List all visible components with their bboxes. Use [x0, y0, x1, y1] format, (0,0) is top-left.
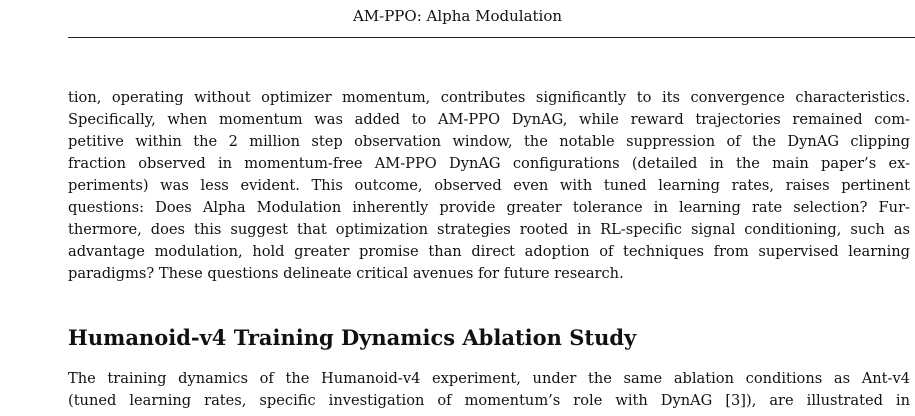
body-paragraph [68, 87, 910, 285]
text-line: Specifically, when momentum was added to AM-PPO DynAG, while reward trajectories remained com- [68, 111, 910, 128]
text-line: advantage modulation, hold greater promise than direct adoption of techniques from supervised learning [68, 243, 910, 260]
text-line: The training dynamics of the Humanoid-v4 experiment, under the same ablation conditions as Ant-v4 [68, 370, 910, 387]
text-line: periments) was less evident. This outcome, observed even with tuned learning rates, raises pertinent [68, 177, 910, 194]
text-line: (tuned learning rates, specific investigation of momentum’s role with DynAG [3]), are illustrated in [68, 392, 910, 409]
body-paragraph [68, 368, 910, 412]
running-head: AM-PPO: Alpha Modulation [352, 7, 563, 25]
text-line: fraction observed in momentum-free AM-PPO DynAG configurations (detailed in the main paper’s ex- [68, 155, 910, 172]
text-line: paradigms? These questions delineate critical avenues for future research. [68, 265, 624, 282]
header-rule [68, 37, 915, 38]
section-heading: Humanoid-v4 Training Dynamics Ablation Study [68, 325, 637, 350]
text-line: thermore, does this suggest that optimization strategies rooted in RL-specific signal conditioning, such as [68, 221, 910, 238]
text-line: petitive within the 2 million step observation window, the notable suppression of the DynAG clipping [68, 133, 910, 150]
text-line: questions: Does Alpha Modulation inherently provide greater tolerance in learning rate selection? Fur- [68, 199, 910, 216]
text-line: tion, operating without optimizer momentum, contributes significantly to its convergence characteristics. [68, 89, 910, 106]
